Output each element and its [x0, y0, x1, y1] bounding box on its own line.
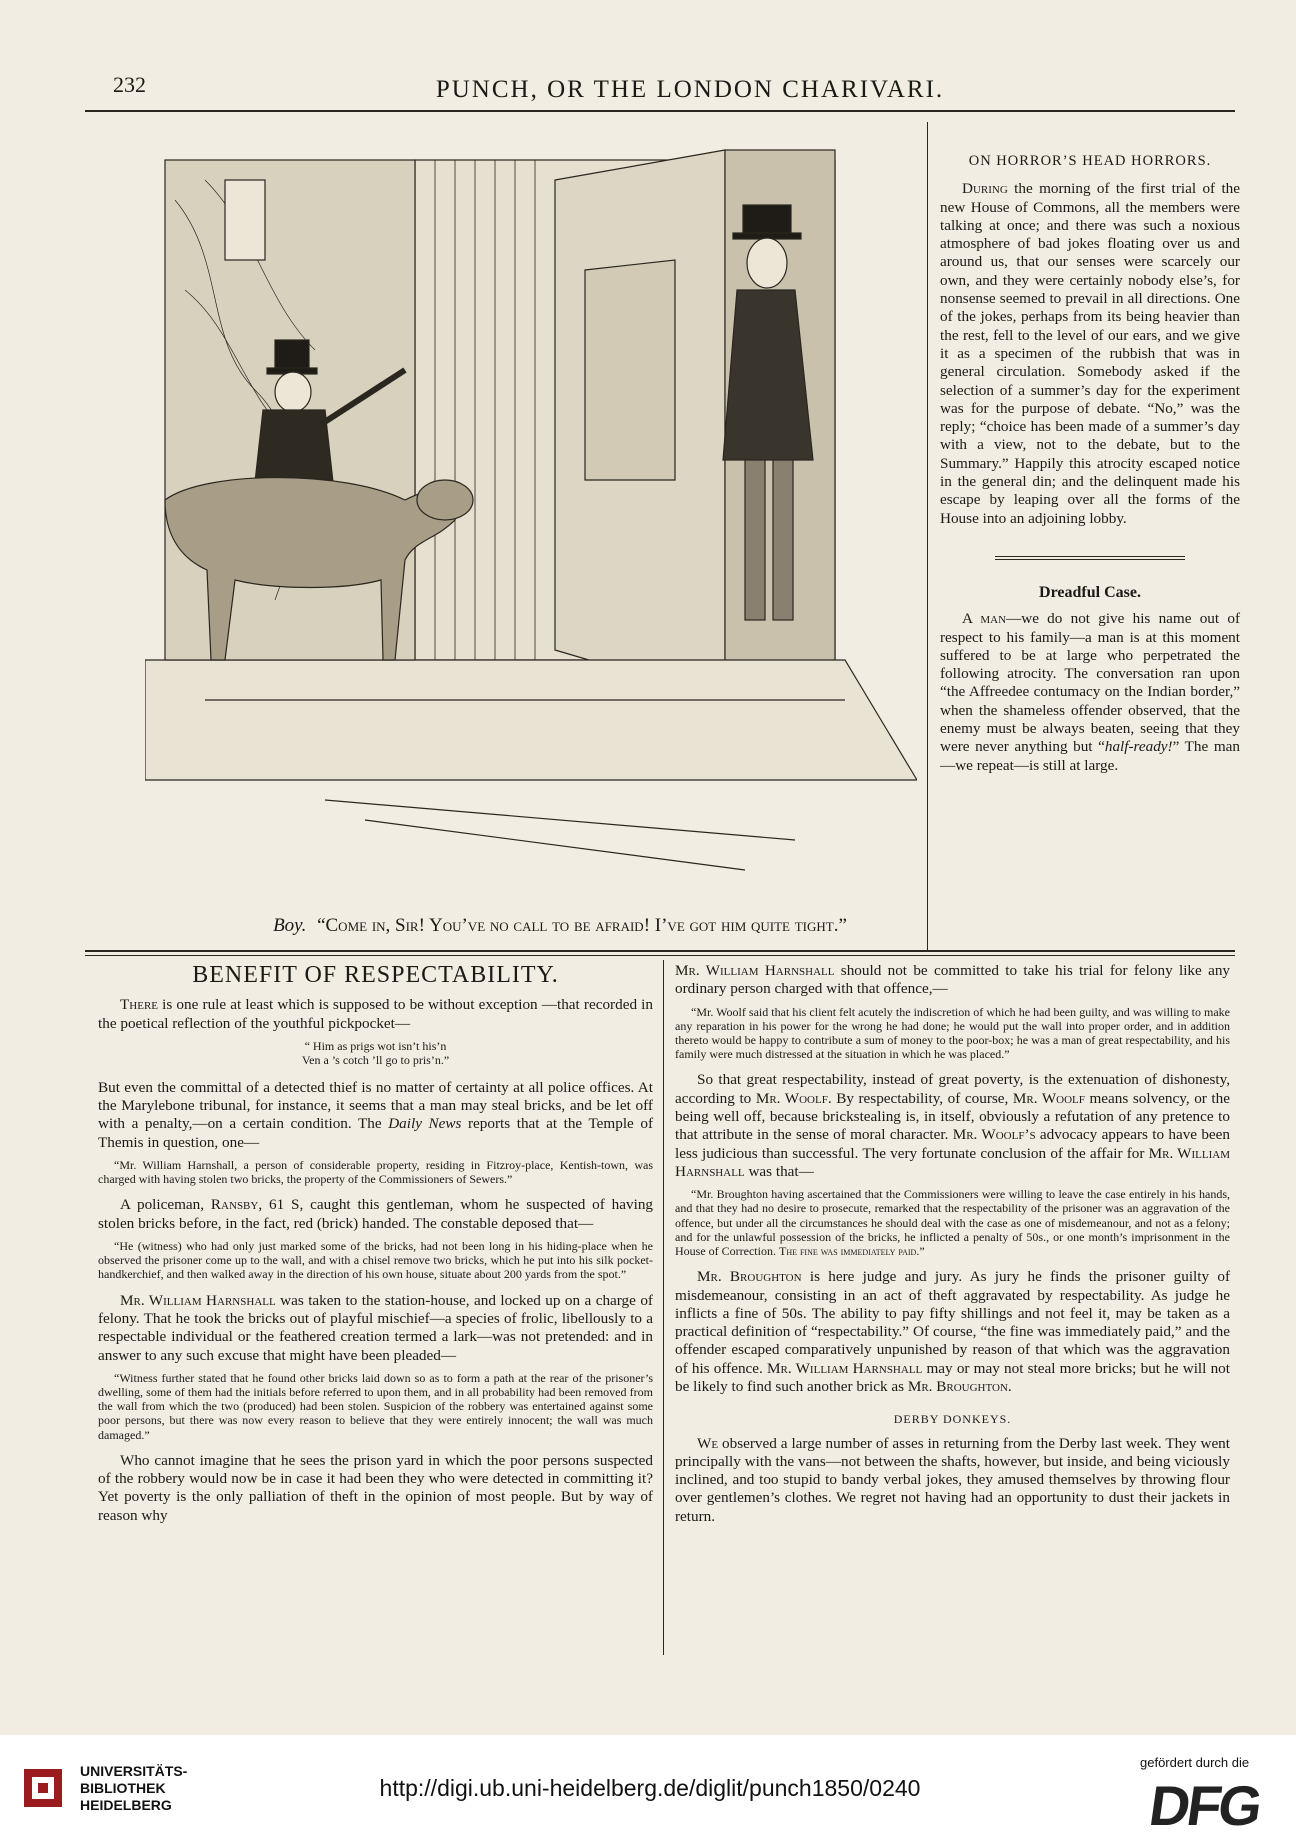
article-body-dreadful: —we do not give his name out of respect to his family—a man is at this moment suffered to be at large who perpetrated the following atrocity. The conversation ran upon “the Affreedee contumacy on the Indian border,” when the shameless offender observed, that the enemy must be always beaten, seeing that they were never anything but “: [940, 610, 1240, 756]
lead-word: During: [962, 180, 1008, 198]
verse: [98, 1039, 653, 1067]
article-title-dreadful: Dreadful Case.: [1039, 583, 1141, 601]
university-seal-icon: [22, 1765, 68, 1811]
verse-line-2: Ven a ’s cotch ’ll go to pris’n.”: [301, 1052, 450, 1067]
article-left-column: [98, 962, 653, 1531]
name-broughton: Mr. Broughton: [697, 1268, 802, 1286]
lead-word: A man: [962, 610, 1007, 628]
cartoon-caption: [180, 915, 940, 937]
italic-phrase: half-ready!: [1104, 738, 1173, 756]
paragraph-1: is one rule at least which is supposed to be without exception —that recorded in the poetical reflection of the youthful pickpocket—: [98, 996, 653, 1032]
article-body-horrors: the morning of the first trial of the new House of Commons, all the members were talking at once; and there was such a noxious atmosphere of bad jokes floating over us and around us, that our senses were scarcely our own, and they were certainly nobody else’s, for nonsense seemed to prevail in all directions. One of the jokes, perhaps from its being heavier than the rest, fell to the level of our ears, and we give it as a specimen of the rubbish that was in general circulation. Somebody asked if the selection of a summer’s day for the experiment was for the purpose of debate. “No,” was the reply; “choice has been made of a summer’s day with a view, not to the debate, but to the Summary.” Happily this atrocity escaped notice in the general din; and the delinquent made his escape by leaping over all the forms of the House into an adjoining lobby.: [940, 180, 1240, 527]
paragraph-r2-d: advocacy appears to have been less judicious than successful. The very fortunate conclusion of the affair for: [675, 1126, 1230, 1162]
name-harnshall: Mr. William Harnshall: [120, 1291, 276, 1309]
university-line-2: BIBLIOTHEK: [80, 1780, 166, 1796]
column-divider: [663, 960, 664, 1655]
viewer-footer: [0, 1735, 1296, 1838]
cartoon-illustration: [145, 140, 917, 910]
paragraph-3: A policeman,: [120, 1196, 211, 1214]
university-name[interactable]: [80, 1763, 187, 1814]
name-woolf: Mr. Woolf: [1012, 1089, 1085, 1107]
quotation-1: “Mr. William Harnshall, a person of considerable property, residing in Fitzroy-place, Kentish-town, was charged with having stolen two bricks, the property of the Commissioners of Sewers.”: [98, 1158, 653, 1187]
paragraph-r2-b: . By respectability, of course,: [827, 1089, 1013, 1107]
article-body-derby: observed a large number of asses in returning from the Derby last week. They went principally with the vans—not between the shafts, however, but inside, and being viciously inclined, and too stupid to bandy verbal jokes, they amused themselves by throwing flour over gentlemen’s clothes. We regret not having had an opportunity to dust their jackets in return.: [675, 1434, 1230, 1525]
lead-word: We: [697, 1434, 719, 1452]
masthead-title: PUNCH, OR THE LONDON CHARIVARI.: [435, 76, 945, 103]
double-rule: [995, 556, 1185, 560]
university-line-1: UNIVERSITÄTS-: [80, 1763, 188, 1779]
name-harnshall: Mr. William Harnshall: [767, 1359, 923, 1377]
quotation-2: “He (witness) who had only just marked some of the bricks, had not been long in his hiding-place when he observed the prisoner come up to the wall, and with a chisel remove two bricks, which he put into his silk pocket-handkerchief, and then walked away in the direction of his own house, situate about 200 yards from the spot.”: [98, 1239, 653, 1282]
funding-note: gefördert durch die: [1140, 1755, 1250, 1770]
name-harnshall: Mr. William Harnshall: [675, 1144, 1230, 1180]
newspaper-name: Daily News: [388, 1115, 462, 1133]
paragraph-5: Who cannot imagine that he sees the prison yard in which the poor persons suspected of the robbery would now be in case it had been they who were detected in committing it? Yet poverty is the only palliation of theft in the opinion of most people. But by way of reason why: [98, 1451, 653, 1524]
paragraph-r2-e: was that—: [744, 1162, 814, 1180]
sidebar-column: [940, 152, 1240, 781]
university-line-3: HEIDELBERG: [80, 1797, 172, 1813]
article-title-derby: DERBY DONKEYS.: [893, 1412, 1012, 1427]
article-title-respectability: BENEFIT OF RESPECTABILITY.: [192, 962, 559, 988]
name-broughton: Mr. Broughton: [907, 1377, 1008, 1395]
paragraph-2: But even the committal of a detected thief is no matter of certainty at all police offices. At the Marylebone tribunal, for instance, it seems that a man may steal bricks, and be let off with a penalty,—on a certain condition. The: [98, 1078, 653, 1133]
article-body-dreadful-end: ” The man—we repeat—is still at large.: [940, 738, 1240, 774]
caption-text: “Come in, Sir! You’ve no call to be afraid! I’ve got him quite tight.”: [317, 915, 847, 936]
paragraph-r3-c: .: [1007, 1377, 1012, 1395]
section-rule: [85, 950, 1235, 952]
name-ransby: Ransby: [210, 1196, 259, 1214]
verse-line-1: “ Him as prigs wot isn’t his’n: [304, 1038, 447, 1053]
paragraph-r3: is here judge and jury. As jury he finds the prisoner guilty of misdemeanour, consisting in an act of theft aggravated by respectability. As judge he inflicts a fine of 50s. The ability to pay fifty shillings and not feel it, may be taken as a practical definition of “respectability.” Of course, “the fine was immediately paid,” and the offender escaped comparatively unpunished by reason of that which was the aggravation of his offence.: [675, 1268, 1230, 1377]
paragraph-r1: should not be committed to take his trial for felony like any ordinary person charged with that offence,—: [675, 962, 1231, 998]
name-harnshall: Mr. William Harnshall: [675, 962, 835, 979]
permalink-url[interactable]: http://digi.ub.uni-heidelberg.de/diglit/punch1850/0240: [379, 1775, 921, 1801]
paragraph-4: was taken to the station-house, and locked up on a charge of felony. That he took the bricks out of playful mischief—a species of frolic, libellously to a respectable individual or the feathered creation termed a lark—was not pretended: and in answer to any such excuse that might have been pleaded—: [98, 1291, 653, 1364]
quotation-5-text: “Mr. Broughton having ascertained that the Commissioners were willing to leave the case entirely in his hands, and that they had no desire to prosecute, remarked that the respectability of the prisoner was an aggravation of the offence, but under all the circumstances he should deal with the case as one of misdemeanour, and not as a felony; and for the unlawful possession of the bricks, he inflicted a penalty of 50s., or one month’s imprisonment in the House of Correction.: [675, 1187, 1230, 1258]
quotation-5-fine: The fine was immediately paid.: [778, 1244, 920, 1258]
caption-speaker: Boy.: [273, 915, 307, 936]
dfg-logo[interactable]: DFG: [1145, 1774, 1264, 1837]
sidebar-rule: [927, 122, 928, 950]
paragraph-r2: So that great respectability, instead of great poverty, is the extenuation of dishonesty, according to: [675, 1071, 1230, 1107]
quotation-4: “Mr. Woolf said that his client felt acutely the indiscretion of which he had been guilty, and was willing to make any reparation in his power for the wrong he had done; he would put the wall into proper order, and in addition thereto would be happy to contribute a sum of money to the poor-box; he was a man of great respectability, and his family were much distressed at the situation in which he was placed.”: [675, 1004, 1230, 1062]
paragraph-r2-c: means solvency, or the being well off, because brickstealing is, in itself, obviously a refutation of any pretence to that attribute in the sense of moral character.: [675, 1089, 1230, 1144]
page-number: 232: [113, 72, 146, 97]
article-title-horrors: ON HORROR’S HEAD HORRORS.: [968, 153, 1212, 169]
header-rule: [85, 110, 1235, 112]
paragraph-r3-b: may or may not steal more bricks; but he will not be likely to find such another brick as: [675, 1359, 1230, 1395]
quotation-5-close: ”: [919, 1244, 925, 1258]
name-woolf: Mr. Woolf’s: [952, 1126, 1036, 1144]
quotation-3: “Witness further stated that he found other bricks laid down so as to form a path at the rear of the prisoner’s dwelling, some of them had the initials before referred to upon them, and in all probability had been removed from the wall from which the two (produced) had been stolen. Suspicion of the robbery was entertained against some poor persons, but there was now every reason to believe that they were entirely innocent; the wall was much damaged.”: [98, 1370, 653, 1442]
section-rule-thin: [85, 955, 1235, 956]
paragraph-3-end: , 61 S, caught this gentleman, whom he suspected of having stolen bricks before, in the fact, red (brick) handed. The constable deposed that—: [98, 1196, 654, 1232]
article-right-column: [675, 962, 1230, 1532]
paragraph-2-end: reports that at the Temple of Themis in question, one—: [98, 1115, 654, 1151]
name-woolf: Mr. Woolf: [755, 1089, 828, 1107]
quotation-5: [675, 1187, 1230, 1258]
lead-word: There: [120, 996, 158, 1014]
